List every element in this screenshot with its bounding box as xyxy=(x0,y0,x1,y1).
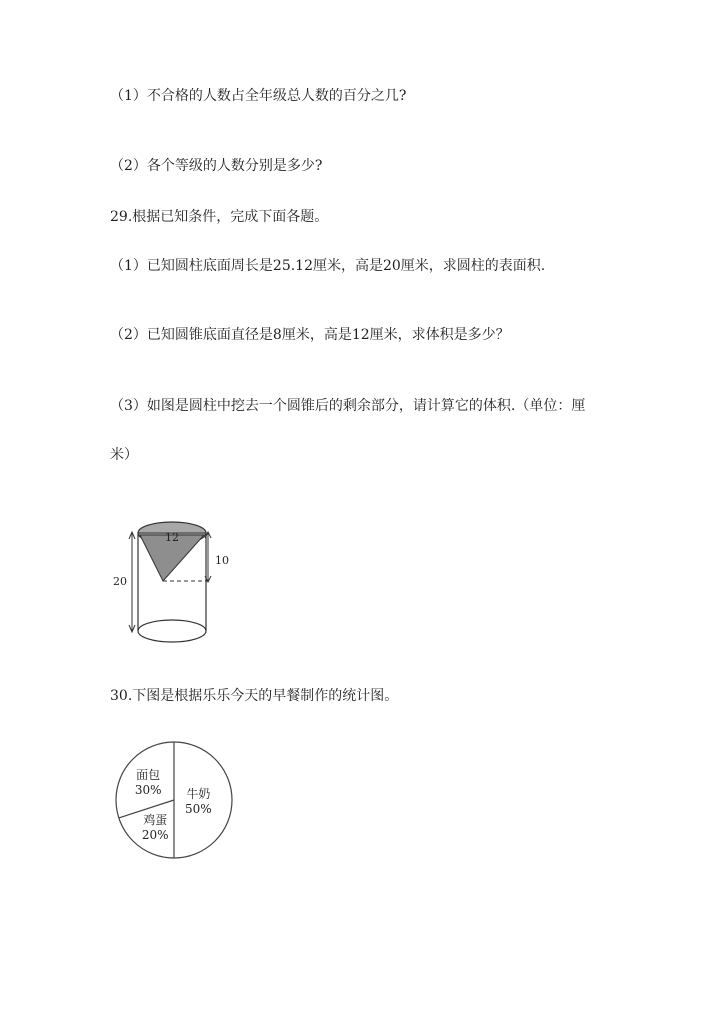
pie-label-value: 50% xyxy=(185,802,212,816)
breakfast-pie-chart xyxy=(110,738,240,862)
cylinder-cone-figure xyxy=(105,515,245,645)
pie-label-name: 鸡蛋 xyxy=(143,812,168,827)
cone-height-label: 10 xyxy=(215,554,229,567)
q29-sub3-line2: 米） xyxy=(110,447,138,463)
pie-label-value: 20% xyxy=(141,827,169,842)
q29-sub1: （1）已知圆柱底面周长是25.12厘米，高是20厘米，求圆柱的表面积. xyxy=(110,258,546,274)
pie-label-name: 面包 xyxy=(136,768,161,783)
q30-title: 30.下图是根据乐乐今天的早餐制作的统计图。 xyxy=(110,688,399,704)
cylinder-height-label: 20 xyxy=(113,575,127,588)
q28-sub1: （1）不合格的人数占全年级总人数的百分之几? xyxy=(110,88,407,104)
cylinder-bottom xyxy=(138,620,206,642)
q29-title: 29.根据已知条件，完成下面各题。 xyxy=(110,209,329,225)
pie-label-value: 30% xyxy=(134,783,162,798)
q29-sub3-line1: （3）如图是圆柱中挖去一个圆锥后的剩余部分，请计算它的体积.（单位：厘 xyxy=(110,398,586,414)
pie-label-name: 牛奶 xyxy=(186,787,211,801)
q29-sub2: （2）已知圆锥底面直径是8厘米，高是12厘米，求体积是多少？ xyxy=(110,327,510,343)
diameter-label: 12 xyxy=(165,531,179,544)
q28-sub2: （2）各个等级的人数分别是多少? xyxy=(110,158,323,174)
